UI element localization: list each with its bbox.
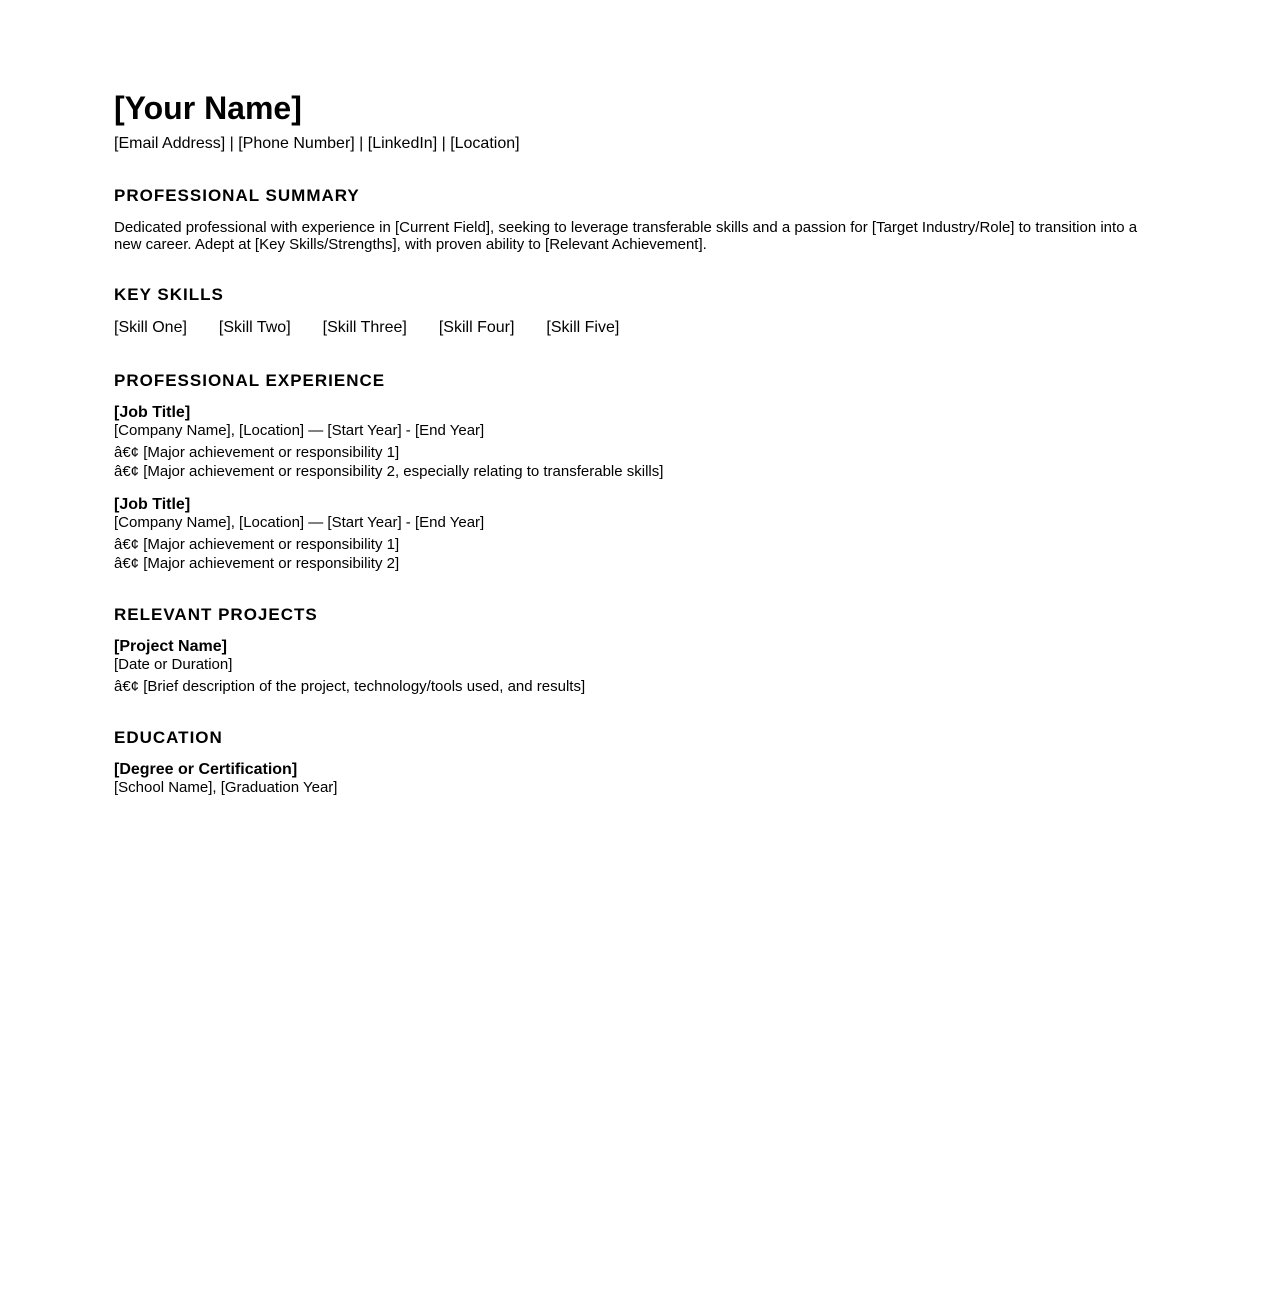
job-bullet: â€¢ [Major achievement or responsibility 2, especially relating to transferable skills] [114, 463, 664, 480]
project-date: [Date or Duration] [114, 656, 233, 673]
job-bullet: â€¢ [Major achievement or responsibility 2] [114, 555, 400, 572]
skills-list [114, 318, 1164, 338]
summary-text: Dedicated professional with experience in [Current Field], seeking to leverage transferable skills and a passion for [Target Industry/Role] to transition into a new career. Adept at [Key Skills/Strengths], with proven ability to [Relevant Achievement]. [114, 219, 1138, 253]
job-title: [Job Title] [114, 496, 191, 513]
education-entry [114, 760, 1164, 797]
skill-item: [Skill Four] [438, 319, 515, 336]
job-bullet: â€¢ [Major achievement or responsibility 1] [114, 536, 400, 553]
candidate-name: [Your Name] [114, 90, 302, 126]
resume-content [114, 88, 1164, 800]
skill-item: [Skill Two] [218, 319, 291, 336]
education-heading: EDUCATION [114, 728, 223, 747]
projects-heading: RELEVANT PROJECTS [114, 605, 318, 624]
job-company-dates: [Company Name], [Location] — [Start Year] - [End Year] [114, 422, 485, 439]
job-title: [Job Title] [114, 404, 191, 421]
project-name: [Project Name] [114, 638, 227, 655]
job-entry [114, 495, 1164, 573]
skill-item: [Skill Three] [322, 319, 407, 336]
skill-item: [Skill Five] [546, 319, 620, 336]
contact-info: [Email Address] | [Phone Number] | [LinkedIn] | [Location] [114, 135, 520, 152]
degree-name: [Degree or Certification] [114, 761, 298, 778]
project-entry [114, 637, 1164, 696]
experience-heading: PROFESSIONAL EXPERIENCE [114, 371, 386, 390]
job-entry [114, 403, 1164, 481]
summary-heading: PROFESSIONAL SUMMARY [114, 186, 360, 205]
school-info: [School Name], [Graduation Year] [114, 779, 338, 796]
job-company-dates: [Company Name], [Location] — [Start Year] - [End Year] [114, 514, 485, 531]
skill-item: [Skill One] [114, 319, 187, 336]
project-bullet: â€¢ [Brief description of the project, technology/tools used, and results] [114, 678, 586, 695]
job-bullet: â€¢ [Major achievement or responsibility 1] [114, 444, 400, 461]
skills-heading: KEY SKILLS [114, 285, 224, 304]
